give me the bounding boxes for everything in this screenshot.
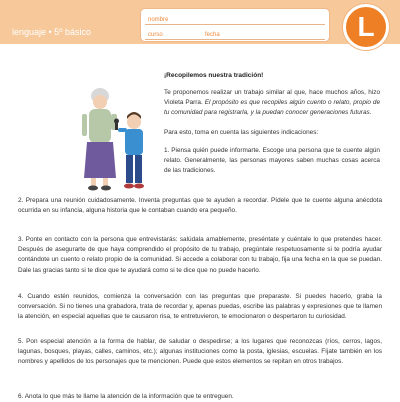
worksheet-title: ¡Recopilemos nuestra tradición! [164, 72, 264, 79]
intro-paragraph [164, 88, 380, 119]
name-line [145, 24, 325, 25]
worksheet-header [0, 0, 400, 55]
instructions-intro: Para esto, toma en cuenta las siguientes indicaciones: [164, 129, 319, 136]
course-field-label: curso [148, 32, 163, 38]
instruction-5: 5. Pon especial atención a la forma de hablar, de saludar o despedirse; a los lugares que reconozcas (ríos, cerros, lagos, lagunas, bosques, playas, calles, caminos, etc.); algunas instituciones como la posta, iglesias, escuelas. Fíjate también en los nombres y apellidos de los personajes que te mencionen. Puede que estos elementos se repitan en otros trabajos. [18, 338, 382, 366]
instruction-1: 1. Piensa quién puede informarte. Escoge una persona que te cuente algún relato. Generalmente, las personas mayores saben muchas cosas acerca de las tradiciones. [164, 147, 380, 175]
subject-label: lenguaje • 5º básico [12, 27, 91, 37]
interview-illustration-icon [78, 82, 156, 194]
course-date-line [145, 39, 325, 40]
instruction-4: 4. Cuando estén reunidos, comienza la conversación con las preguntas que preparaste. Si puedes hacerlo, graba la conversación. Si no tienes una grabadora, trata de recordar y, apenas puedas, escribe las palabras y expresiones que te llamen la atención, en especial aquellas que te causaron risa, te entretuvieron, te emocionaron o despertaron tu curiosidad. [18, 293, 382, 321]
student-info-box [140, 8, 330, 42]
instruction-2: 2. Prepara una reunión cuidadosamente. Inventa preguntas que te ayuden a recordar. Pídele que te cuente alguna anécdota ocurrida en su infancia, alguna historia que le contaban cuando era pequeño. [18, 197, 382, 215]
instruction-3: 3. Ponte en contacto con la persona que entrevistarás: salúdala amablemente, preséntate y cuéntale lo que pretendes hacer. Después de asegurarte de que haya comprendido el propósito de tu trabajo, pregúntale respetuosamente si te podría ayudar contándote un cuento o relato propio de la comunidad. Si accede a colaborar con tu trabajo, fija una fecha en la que se puedan. Dale las gracias tanto si te dice que te ayudará como si te dice que no puede hacerlo. [18, 236, 382, 274]
intro-text: Te proponemos realizar un trabajo similar al que, hace muchos años, hizo Violeta Parra. [164, 89, 380, 107]
date-field-label: fecha [205, 32, 220, 38]
subject-logo-icon: L [343, 4, 389, 50]
intro-purpose-text: El propósito es que recopiles algún cuento o relato, propio de tu comunidad para registrarla, y la puedan conocer generaciones futuras. [164, 99, 380, 117]
name-field-label: nombre [148, 17, 169, 23]
instruction-6: 6. Anota lo que más te llame la atención de la información que te entreguen. [18, 393, 234, 400]
